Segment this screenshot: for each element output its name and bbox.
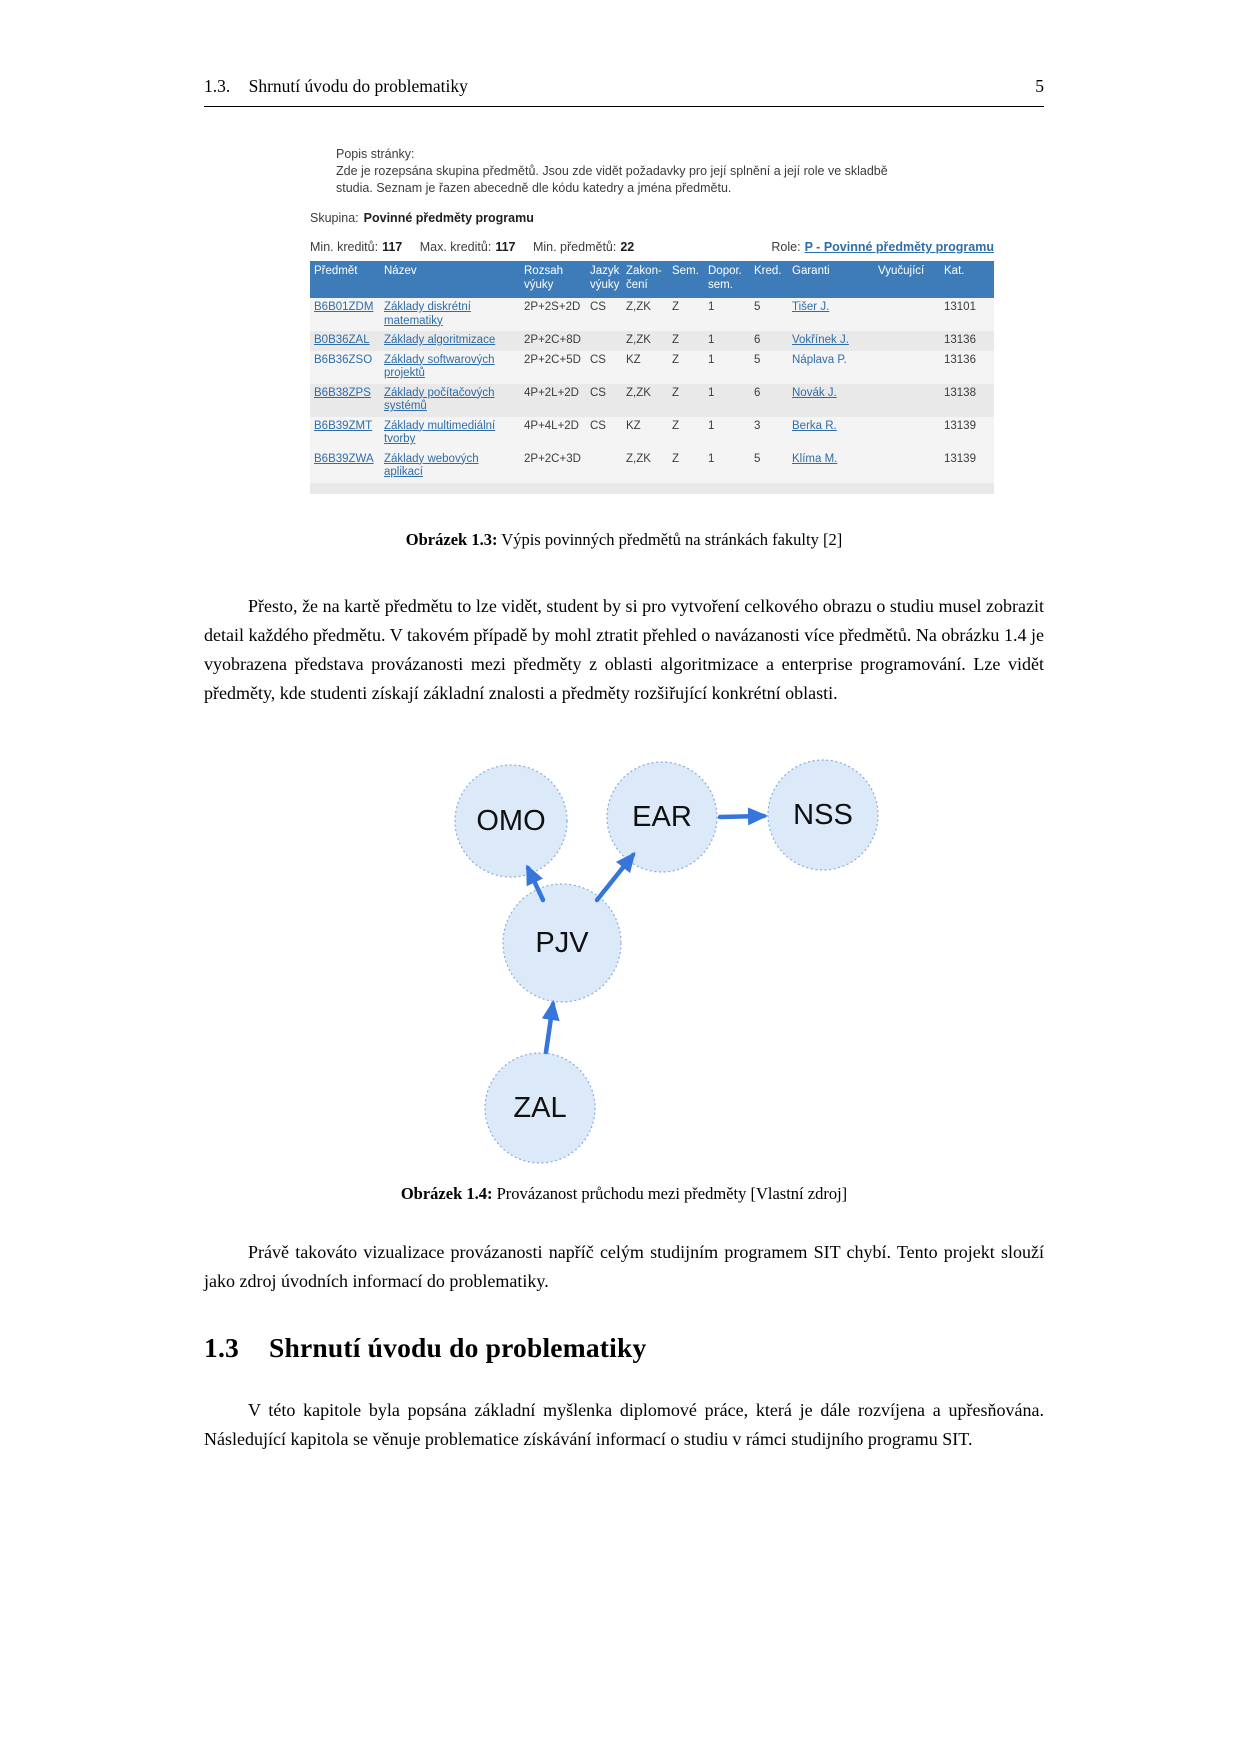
running-header-left bbox=[204, 76, 468, 97]
subject-name-link[interactable]: Základy multimediální tvorby bbox=[384, 419, 496, 445]
col-header-rozsah: Rozsah výuky bbox=[520, 261, 586, 298]
col-header-jazyk: Jazyk výuky bbox=[586, 261, 622, 298]
cell-completion: Z,ZK bbox=[626, 452, 651, 465]
cell-lecturer bbox=[874, 384, 940, 417]
max-credits-value: 117 bbox=[495, 240, 516, 254]
col-header-zakonceni: Zakon- čení bbox=[622, 261, 668, 298]
cell-credits: 6 bbox=[754, 386, 761, 399]
cell-extent: 2P+2C+8D bbox=[524, 334, 581, 346]
col-header-garanti: Garanti bbox=[788, 261, 874, 298]
figure-1-3-screenshot bbox=[310, 146, 994, 494]
subject-name-link[interactable]: Základy webových aplikací bbox=[384, 452, 479, 478]
cell-lecturer bbox=[874, 331, 940, 351]
col-header-predmet: Předmět bbox=[310, 261, 380, 298]
cell-lecturer bbox=[874, 450, 940, 483]
cell-completion: KZ bbox=[626, 353, 641, 366]
subject-code-link[interactable]: B6B01ZDM bbox=[314, 301, 374, 313]
paragraph-1: Přesto, že na kartě předmětu to lze vidět, student by si pro vytvoření celkového obrazu o studiu musel zobrazit detail každého předmětu. V takovém případě by mohl ztratit přehled o navázanosti více předmětů. Na obrázku 1.4 je vyobrazena představa provázanosti mezi předměty z oblasti algoritmizace a enterprise programování. Lze vidět předměty, kde studenti získají základní znalosti a předměty rozšiřující konkrétní oblasti. bbox=[204, 596, 1044, 703]
cell-name bbox=[380, 417, 520, 450]
subject-name-link[interactable]: Základy diskrétní matematiky bbox=[384, 301, 471, 327]
subject-code-text: B6B36ZSO bbox=[314, 353, 373, 366]
cell-completion: Z,ZK bbox=[626, 334, 651, 346]
table-header-row bbox=[310, 261, 994, 298]
cell-code bbox=[310, 450, 380, 483]
popis-line-2: studia. Seznam je řazen abecedně dle kódu katedry a jména předmětu. bbox=[336, 181, 732, 195]
node-omo-label: OMO bbox=[476, 805, 546, 837]
col-header-nazev: Název bbox=[380, 261, 520, 298]
subject-code-link[interactable]: B6B39ZWA bbox=[314, 452, 374, 465]
guarantor-link[interactable]: Vokřínek J. bbox=[792, 334, 849, 346]
node-ear-label: EAR bbox=[632, 801, 692, 833]
cell-guarantor bbox=[788, 298, 874, 331]
cell-guarantor bbox=[788, 417, 874, 450]
paragraph-2: Právě takováto vizualizace provázanosti napříč celým studijním programem SIT chybí. Tento projekt slouží jako zdroj úvodních informací do problematiky. bbox=[204, 1242, 1044, 1291]
subject-name-link[interactable]: Základy počítačových systémů bbox=[384, 386, 495, 412]
cell-lecturer bbox=[874, 351, 940, 384]
min-subjects-value: 22 bbox=[620, 240, 635, 254]
section-heading bbox=[204, 1332, 646, 1364]
figure-1-3-caption bbox=[204, 530, 1044, 550]
table-row bbox=[310, 417, 994, 450]
cell-name bbox=[380, 384, 520, 417]
guarantor-link[interactable]: Novák J. bbox=[792, 386, 837, 399]
guarantor-text: Náplava P. bbox=[792, 353, 847, 366]
cell-credits: 5 bbox=[754, 452, 761, 465]
cell-completion: KZ bbox=[626, 419, 641, 432]
cell-extent: 2P+2S+2D bbox=[524, 301, 581, 313]
group-line bbox=[310, 210, 994, 227]
cell-dept: 13136 bbox=[944, 353, 976, 366]
cell-rec-sem: 1 bbox=[708, 452, 715, 465]
table-footer-stripe bbox=[310, 483, 994, 494]
cell-name bbox=[380, 298, 520, 331]
cell-rec-sem: 1 bbox=[708, 353, 715, 366]
cell-lang bbox=[586, 450, 622, 483]
cell-credits: 5 bbox=[754, 353, 761, 366]
table-row bbox=[310, 331, 994, 351]
min-credits-value: 117 bbox=[382, 240, 403, 254]
edge-pjv-to-ear-arrow bbox=[597, 855, 633, 900]
col-header-sem: Sem. bbox=[668, 261, 704, 298]
cell-lang: CS bbox=[590, 419, 606, 432]
cell-code bbox=[310, 417, 380, 450]
cell-code bbox=[310, 331, 380, 351]
cell-credits: 6 bbox=[754, 334, 761, 346]
paragraph-3: V této kapitole byla popsána základní myšlenka diplomové práce, která je dále rozvíjena a upřesňována. Následující kapitola se věnuje problematice získávání informací o studiu v rámci studijního programu SIT. bbox=[204, 1400, 1044, 1449]
figure-1-4-diagram bbox=[440, 750, 900, 1170]
subject-name-link[interactable]: Základy algoritmizace bbox=[384, 334, 496, 346]
table-row bbox=[310, 450, 994, 483]
subject-code-link[interactable]: B6B38ZPS bbox=[314, 386, 371, 399]
cell-name bbox=[380, 450, 520, 483]
edge-ear-to-nss-arrow bbox=[720, 816, 764, 817]
table-row bbox=[310, 384, 994, 417]
role-label: Role: bbox=[771, 240, 801, 254]
credits-line bbox=[310, 239, 994, 256]
cell-lang: CS bbox=[590, 301, 606, 313]
cell-dept: 13101 bbox=[944, 301, 976, 313]
running-header-section-title: Shrnutí úvodu do problematiky bbox=[248, 76, 468, 96]
col-header-dopor-sem: Dopor. sem. bbox=[704, 261, 750, 298]
table-row bbox=[310, 351, 994, 384]
cell-sem: Z bbox=[672, 301, 680, 313]
cell-extent: 2P+2C+3D bbox=[524, 452, 581, 465]
section-heading-title: Shrnutí úvodu do problematiky bbox=[268, 1332, 647, 1363]
edge-zal-to-pjv-arrow bbox=[546, 1004, 553, 1052]
cell-code bbox=[310, 384, 380, 417]
cell-name bbox=[380, 351, 520, 384]
cell-completion: Z,ZK bbox=[626, 301, 651, 313]
cell-rec-sem: 1 bbox=[708, 386, 715, 399]
cell-sem: Z bbox=[672, 419, 680, 432]
role-link[interactable]: P - Povinné předměty programu bbox=[804, 240, 994, 254]
col-header-kred: Kred. bbox=[750, 261, 788, 298]
cell-extent: 4P+4L+2D bbox=[524, 419, 579, 432]
cell-guarantor bbox=[788, 351, 874, 384]
subjects-table bbox=[310, 261, 994, 483]
running-header-section-number: 1.3. bbox=[204, 76, 231, 96]
cell-rec-sem: 1 bbox=[708, 301, 715, 313]
guarantor-link[interactable]: Berka R. bbox=[792, 419, 837, 432]
cell-sem: Z bbox=[672, 334, 680, 346]
group-value: Povinné předměty programu bbox=[363, 211, 534, 225]
running-header bbox=[204, 76, 1044, 107]
guarantor-link[interactable]: Tišer J. bbox=[792, 301, 830, 313]
node-nss-label: NSS bbox=[793, 799, 853, 831]
min-subjects-label: Min. předmětů: bbox=[532, 240, 617, 254]
cell-dept: 13139 bbox=[944, 419, 976, 432]
cell-code bbox=[310, 351, 380, 384]
max-credits-label: Max. kreditů: bbox=[419, 240, 492, 254]
cell-name bbox=[380, 331, 520, 351]
figure-1-4-caption-label: Obrázek 1.4: bbox=[400, 1184, 493, 1203]
cell-lecturer bbox=[874, 298, 940, 331]
cell-dept: 13139 bbox=[944, 452, 976, 465]
node-zal-label: ZAL bbox=[513, 1092, 567, 1124]
col-header-kat: Kat. bbox=[940, 261, 994, 298]
cell-extent: 4P+2L+2D bbox=[524, 386, 579, 399]
cell-rec-sem: 1 bbox=[708, 419, 715, 432]
page-number: 5 bbox=[1035, 76, 1044, 96]
screenshot-description bbox=[336, 146, 994, 197]
credits-right bbox=[771, 239, 994, 256]
cell-lang: CS bbox=[590, 386, 606, 399]
figure-1-4-caption bbox=[204, 1184, 1044, 1204]
node-pjv-label: PJV bbox=[535, 927, 589, 959]
subject-name-link[interactable]: Základy softwarových projektů bbox=[384, 353, 495, 379]
section-heading-number: 1.3 bbox=[204, 1332, 239, 1363]
cell-extent: 2P+2C+5D bbox=[524, 353, 581, 366]
cell-dept: 13136 bbox=[944, 334, 976, 346]
cell-sem: Z bbox=[672, 353, 680, 366]
cell-sem: Z bbox=[672, 452, 680, 465]
min-credits-label: Min. kreditů: bbox=[310, 240, 379, 254]
cell-rec-sem: 1 bbox=[708, 334, 715, 346]
figure-1-3-caption-text: Výpis povinných předmětů na stránkách fakulty [2] bbox=[501, 530, 843, 549]
cell-credits: 3 bbox=[754, 419, 761, 432]
cell-sem: Z bbox=[672, 386, 680, 399]
guarantor-link[interactable]: Klíma M. bbox=[792, 452, 838, 465]
subject-code-link[interactable]: B6B39ZMT bbox=[314, 419, 373, 432]
figure-1-4-caption-text: Provázanost průchodu mezi předměty [Vlastní zdroj] bbox=[496, 1184, 848, 1203]
cell-lang bbox=[586, 331, 622, 351]
cell-lang: CS bbox=[590, 353, 606, 366]
credits-left bbox=[310, 239, 634, 256]
popis-line-1: Zde je rozepsána skupina předmětů. Jsou zde vidět požadavky pro její splnění a její role ve skladbě bbox=[336, 164, 888, 178]
cell-lecturer bbox=[874, 417, 940, 450]
popis-label: Popis stránky: bbox=[336, 147, 415, 161]
cell-guarantor bbox=[788, 384, 874, 417]
cell-code bbox=[310, 298, 380, 331]
col-header-vyucujici: Vyučující bbox=[874, 261, 940, 298]
subject-code-link[interactable]: B0B36ZAL bbox=[314, 334, 370, 346]
figure-1-3-caption-label: Obrázek 1.3: bbox=[405, 530, 498, 549]
cell-guarantor bbox=[788, 331, 874, 351]
table-row bbox=[310, 298, 994, 331]
cell-guarantor bbox=[788, 450, 874, 483]
cell-dept: 13138 bbox=[944, 386, 976, 399]
cell-completion: Z,ZK bbox=[626, 386, 651, 399]
group-label: Skupina: bbox=[310, 211, 359, 225]
cell-credits: 5 bbox=[754, 301, 761, 313]
